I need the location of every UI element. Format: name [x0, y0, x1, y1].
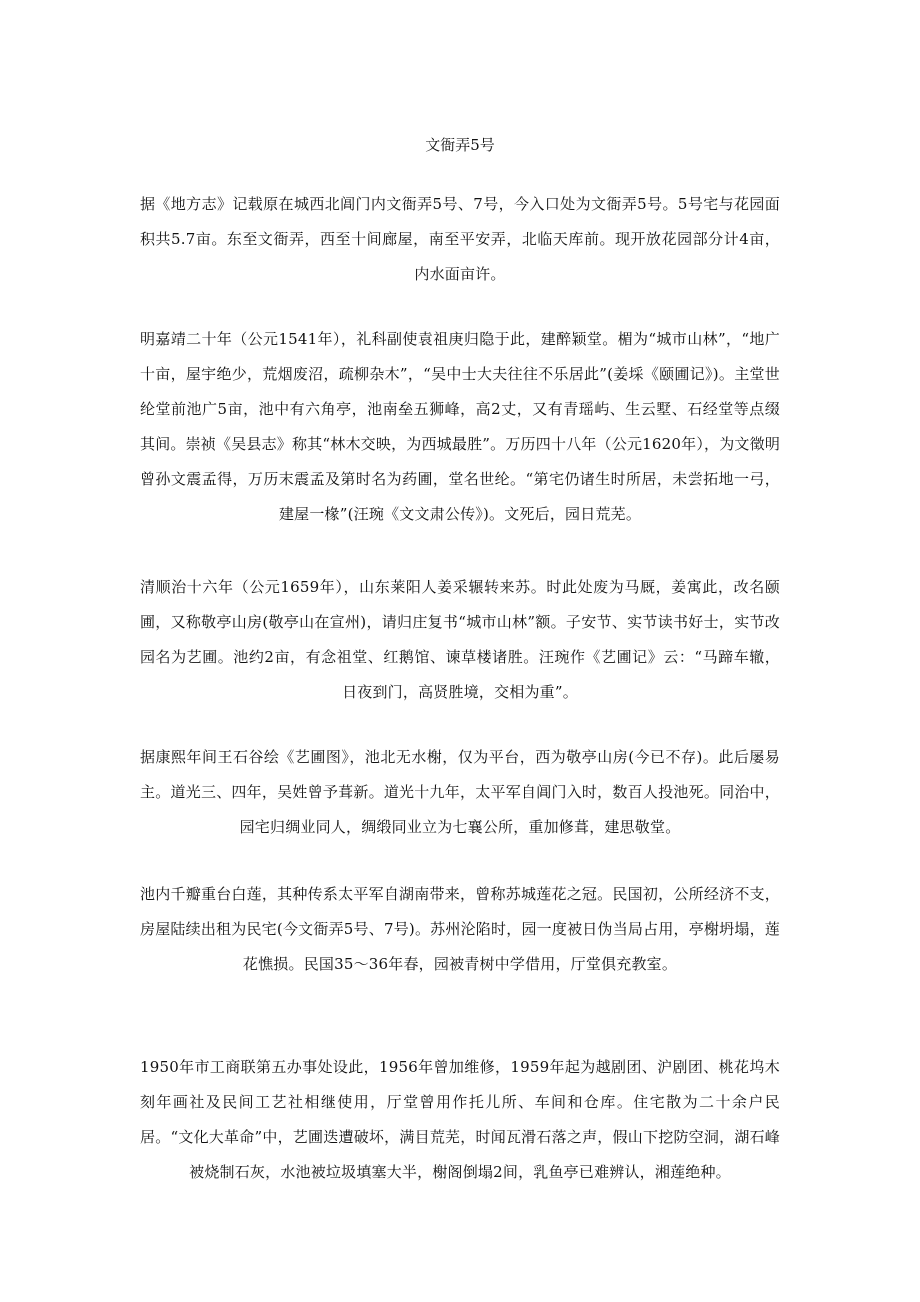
paragraph-modern-history: 1950年市工商联第五办事处设此，1956年曾加维修，1959年起为越剧团、沪剧团、桃花坞木刻年画社及民间工艺社相继使用，厅堂曾用作托儿所、车间和仓库。住宅散为二十余户民居。“文化大革命”中，艺圃迭遭破坏，满目荒芜，时闻瓦滑石落之声，假山下挖防空洞，湖石峰被烧制石灰，水池被垃圾填塞大半，榭阁倒塌2间，乳鱼亭已难辨认，湘莲绝种。 [140, 1058, 780, 1181]
paragraph-ming-history: 明嘉靖二十年（公元1541年），礼科副使袁祖庚归隐于此，建醉颖堂。楣为“城市山林”，“地广十亩，屋宇绝少，荒烟废沼，疏柳杂木”，“吴中士大夫往往不乐居此”(姜埰《颐圃记》)。主堂世纶堂前池广5亩，池中有六角亭，池南垒五狮峰，高2丈，又有青瑶屿、生云墅、石经堂等点缀其间。崇祯《吴县志》称其“林木交映，为西城最胜”。万历四十八年（公元1620年），为文徵明曾孙文震孟得，万历末震孟及第时名为药圃，堂名世纶。“第宅仍诸生时所居，未尝拓地一弓，建屋一椽”(汪琬《文文肃公传》)。文死后，园日荒芜。 [140, 330, 781, 523]
paragraph-lotus-republic: 池内千瓣重台白莲，其种传系太平军自湖南带来，曾称苏城莲花之冠。民国初，公所经济不支，房屋陆续出租为民宅(今文衙弄5号、7号)。苏州沦陷时，园一度被日伪当局占用，亭榭坍塌，莲花憔损。民国35～36年春，园被青树中学借用，厅堂俱充教室。 [140, 885, 780, 973]
paragraph-location: 据《地方志》记载原在城西北阊门内文衙弄5号、7号，今入口处为文衙弄5号。5号宅与花园面积共5.7亩。东至文衙弄，西至十间廊屋，南至平安弄，北临天库前。现开放花园部分计4亩，内水面亩许。 [140, 195, 780, 283]
paragraph-kangxi-history: 据康熙年间王石谷绘《艺圃图》，池北无水榭，仅为平台，西为敬亭山房(今已不存)。此后屡易主。道光三、四年，吴姓曾予葺新。道光十九年，太平军自阊门入时，数百人投池死。同治中，园宅归绸业同人，绸缎同业立为七襄公所，重加修葺，建思敬堂。 [140, 748, 780, 836]
document-title: 文衙弄5号 [425, 136, 495, 154]
paragraph-qing-history: 清顺治十六年（公元1659年），山东莱阳人姜采辗转来苏。时此处废为马厩，姜寓此，改名颐圃，又称敬亭山房(敬亭山在宣州)，请归庄复书“城市山林”额。子安节、实节读书好士，实节改园名为艺圃。池约2亩，有念祖堂、红鹅馆、谏草楼诸胜。汪琬作《艺圃记》云：“马蹄车辙，日夜到门，高贤胜境，交相为重”。 [140, 578, 780, 701]
